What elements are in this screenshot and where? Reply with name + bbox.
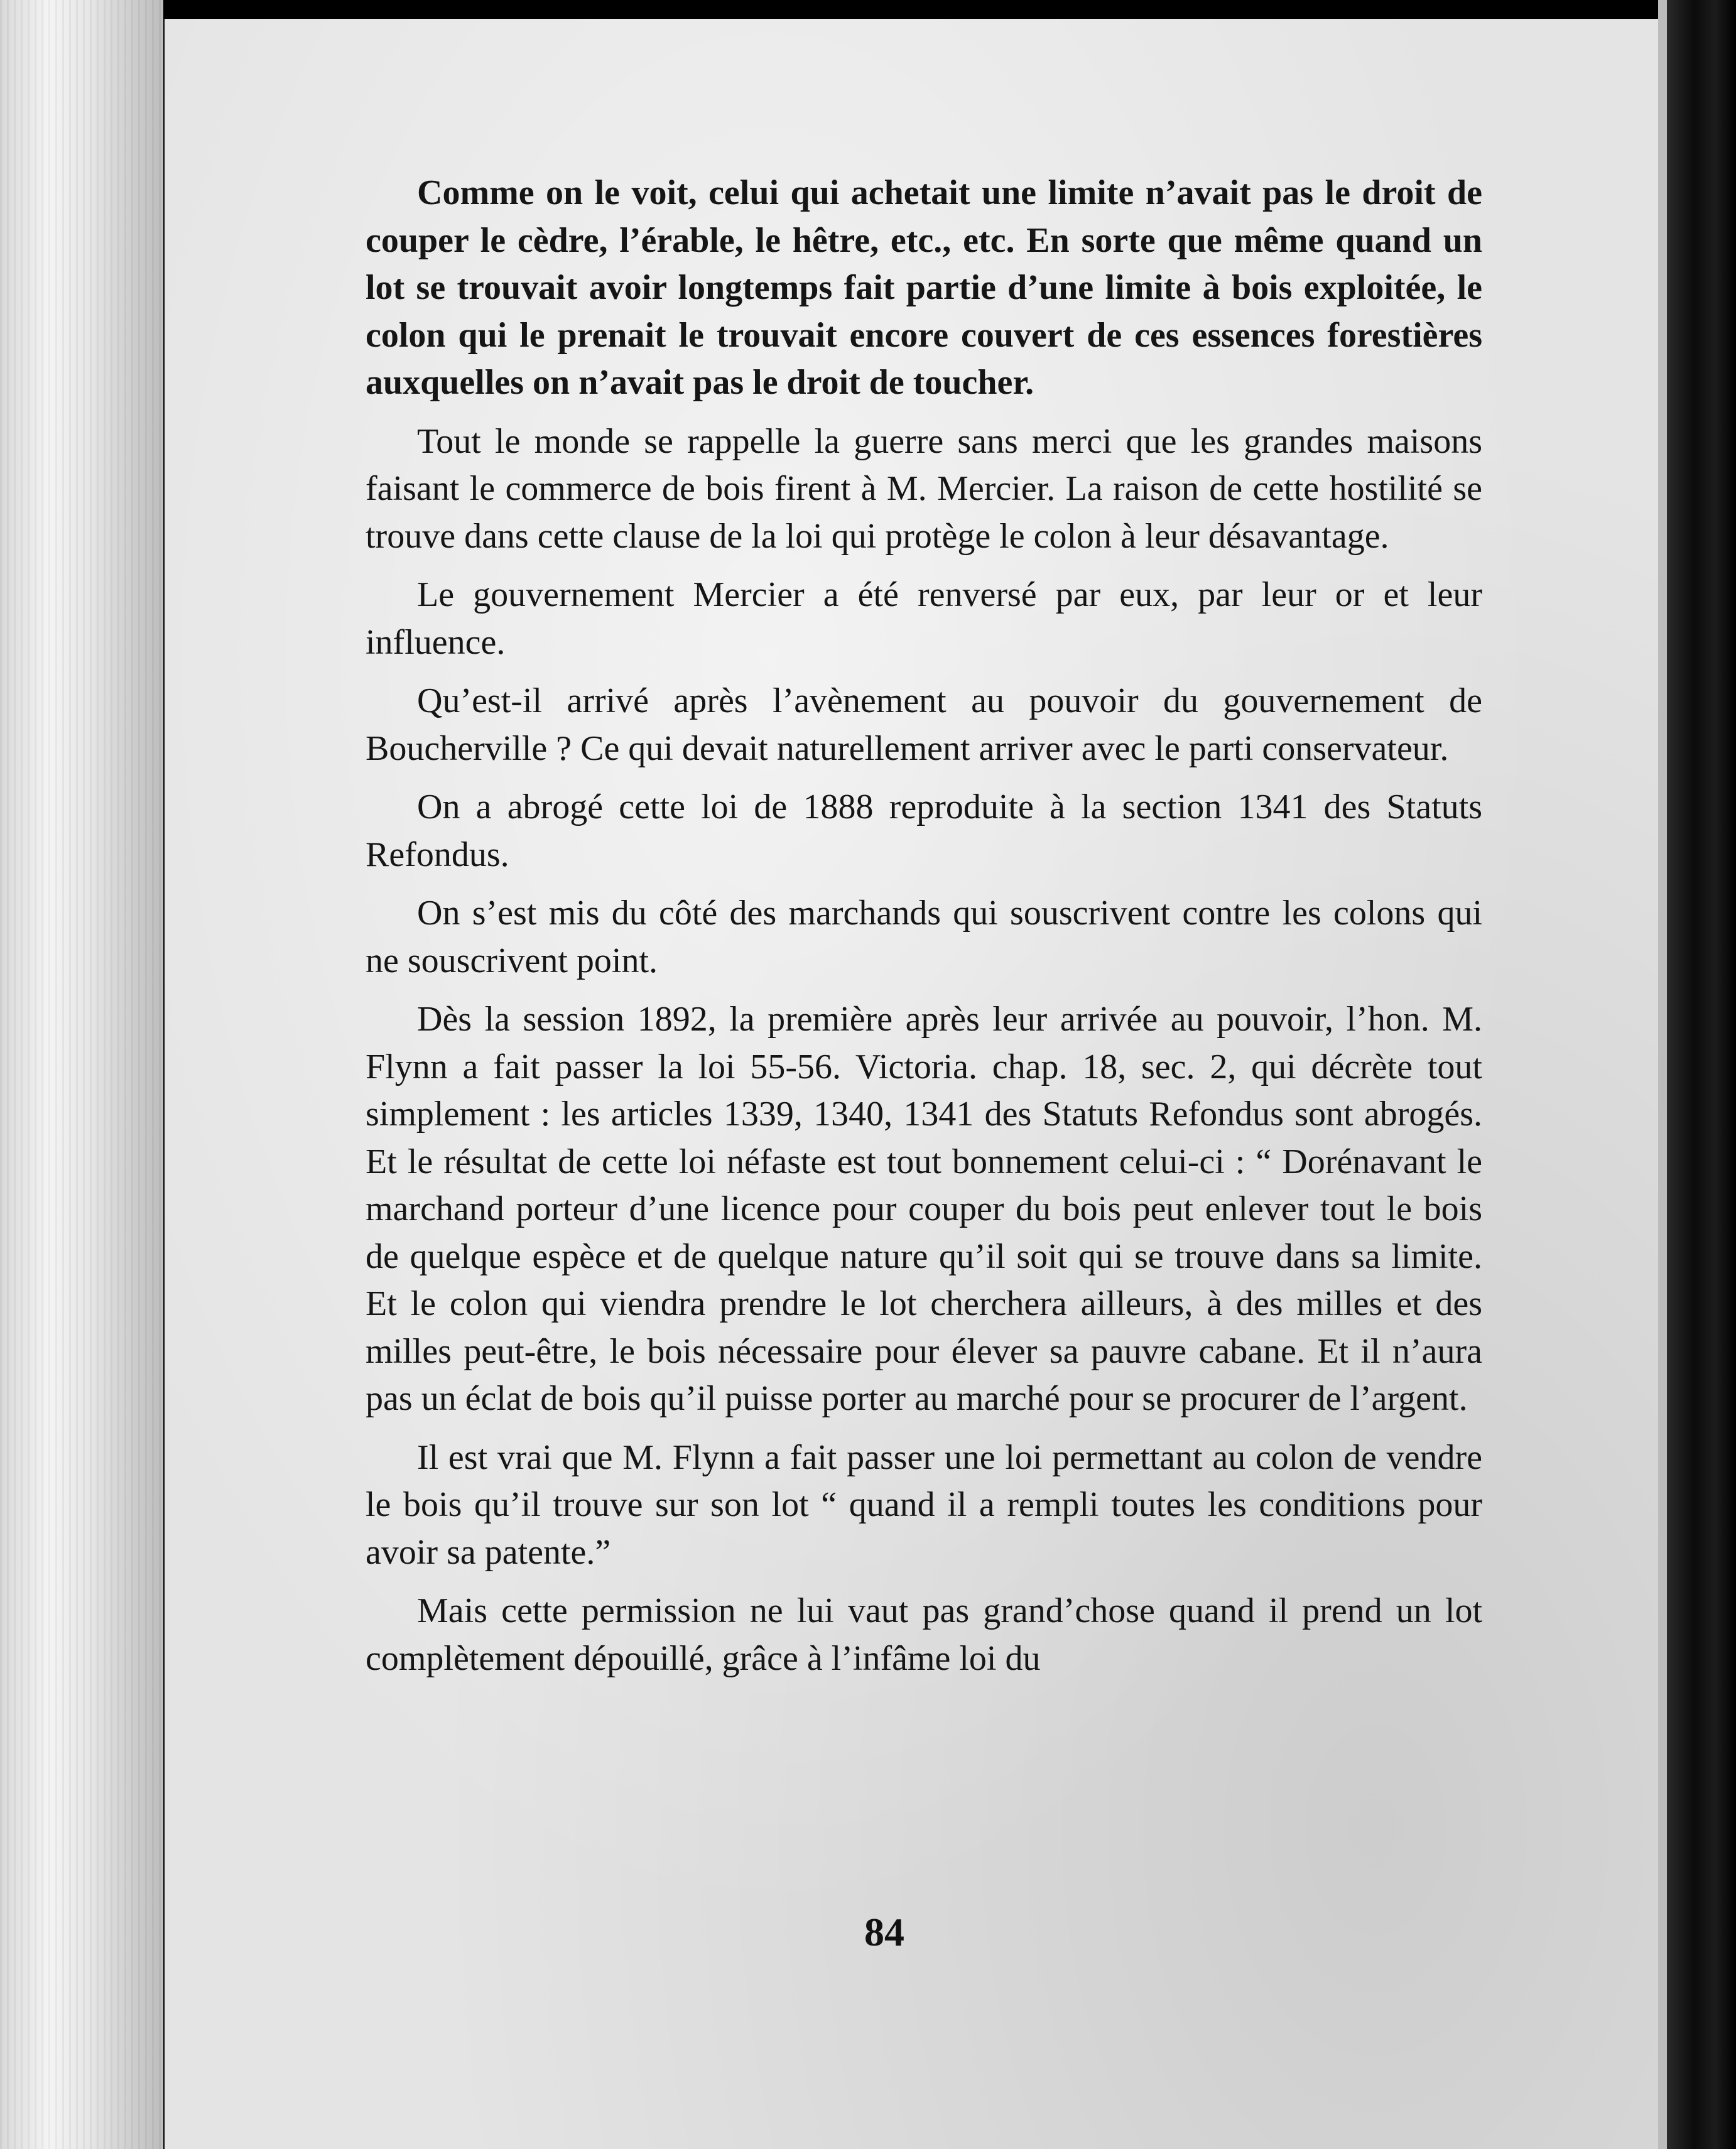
paragraph: Dès la session 1892, la première après leur arrivée au pouvoir, l’hon. M. Flynn a fait passer la loi 55-56. Victoria. chap. 18, sec. 2, qui décrète tout simplement : les articles 1339, 1340, 1341 des Statuts Refondus sont abrogés. Et le résultat de cette loi néfaste est tout bonnement celui-ci : “ Dorénavant le marchand porteur d’une licence pour couper du bois peut enlever tout le bois de quelque espèce et de quelque nature qu’il soit qui se trouve dans sa limite. Et le colon qui viendra prendre le lot cherchera ailleurs, à des milles et des milles peut-être, le bois nécessaire pour élever sa pauvre cabane. Et il n’aura pas un éclat de bois qu’il puisse porter au marché pour se procurer de l’argent.	[366, 1000, 1482, 1418]
binding-gutter	[1667, 0, 1736, 2149]
book-page-edges	[0, 0, 163, 2149]
paragraph: On a abrogé cette loi de 1888 reproduite à la section 1341 des Statuts Refondus.	[366, 788, 1482, 874]
paragraph: Comme on le voit, celui qui achetait une limite n’avait pas le droit de couper le cèdre, l’érable, le hêtre, etc., etc. En sorte que même quand un lot se trouvait avoir longtemps fait partie d’une limite à bois exploitée, le colon qui le prenait le trouvait encore couvert de ces essences forestières auxquelles on n’avait pas le droit de toucher.	[366, 173, 1482, 402]
page-number: 84	[864, 1910, 904, 1954]
body-text	[366, 170, 1482, 1694]
paragraph: Tout le monde se rappelle la guerre sans merci que les grandes maisons faisant le commerce de bois firent à M. Mercier. La raison de cette hostilité se trouve dans cette clause de la loi qui protège le colon à leur désavantage.	[366, 421, 1482, 556]
paragraph: Qu’est-il arrivé après l’avènement au pouvoir du gouvernement de Boucherville ? Ce qui devait naturellement arriver avec le parti conservateur.	[366, 681, 1482, 768]
paragraph: Mais cette permission ne lui vaut pas grand’chose quand il prend un lot complètement dépouillé, grâce à l’infâme loi du	[366, 1591, 1482, 1678]
paragraph: Le gouvernement Mercier a été renversé par eux, par leur or et leur influence.	[366, 575, 1482, 662]
paragraph: On s’est mis du côté des marchands qui souscrivent contre les colons qui ne souscrivent point.	[366, 894, 1482, 980]
paragraph: Il est vrai que M. Flynn a fait passer une loi permettant au colon de vendre le bois qu’il trouve sur son lot “ quand il a rempli toutes les conditions pour avoir sa patente.”	[366, 1437, 1482, 1572]
